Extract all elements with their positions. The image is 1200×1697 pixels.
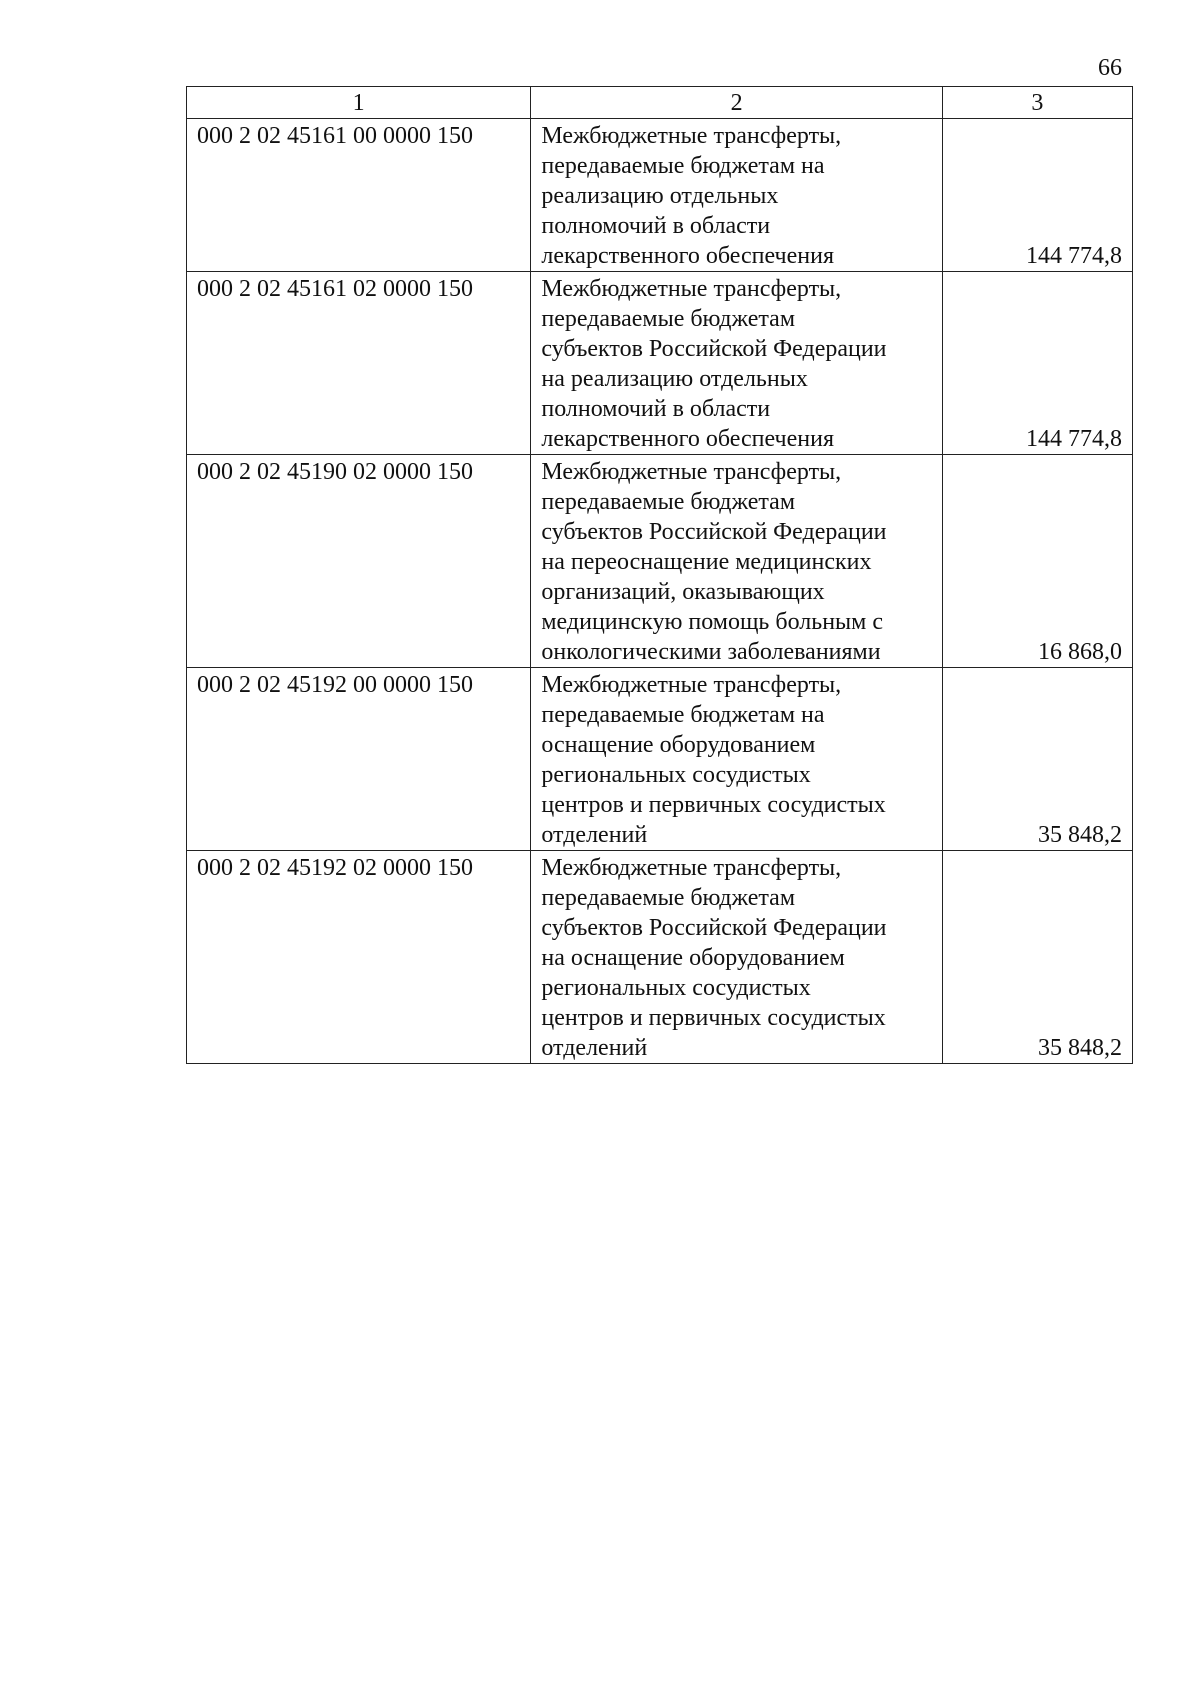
description-cell [531,668,942,851]
description-line: передаваемые бюджетам на [541,702,825,728]
description-cell [531,851,942,1064]
column-header-3: 3 [942,87,1132,119]
table-row [187,851,1133,1064]
description-line: региональных сосудистых [541,762,811,788]
description-line: лекарственного обеспечения [541,243,834,269]
description-line: субъектов Российской Федерации [541,336,887,362]
description-line: на оснащение оборудованием [541,945,845,971]
table-row [187,455,1133,668]
column-header-1: 1 [187,87,531,119]
column-header-2: 2 [531,87,942,119]
table-header-row [187,87,1133,119]
page-number: 66 [1098,55,1122,81]
description-cell [531,272,942,455]
budget-code-cell: 000 2 02 45190 02 0000 150 [187,455,531,668]
description-line: субъектов Российской Федерации [541,915,887,941]
table-row [187,668,1133,851]
description-line: Межбюджетные трансферты, [541,276,842,302]
description-line: субъектов Российской Федерации [541,519,887,545]
budget-code-cell: 000 2 02 45161 02 0000 150 [187,272,531,455]
description-line: центров и первичных сосудистых [541,1005,886,1031]
description-line: реализацию отдельных [541,183,779,209]
description-line: Межбюджетные трансферты, [541,672,842,698]
amount-cell: 144 774,8 [942,119,1132,272]
description-line: передаваемые бюджетам [541,489,796,515]
description-cell [531,455,942,668]
description-line: передаваемые бюджетам [541,885,796,911]
description-line: на переоснащение медицинских [541,549,872,575]
amount-cell: 35 848,2 [942,851,1132,1064]
description-line: оснащение оборудованием [541,732,816,758]
description-line: отделений [541,822,648,848]
description-line: на реализацию отдельных [541,366,808,392]
description-line: отделений [541,1035,648,1061]
description-line: полномочий в области [541,396,771,422]
amount-cell: 144 774,8 [942,272,1132,455]
table-row [187,119,1133,272]
table-row [187,272,1133,455]
amount-cell: 35 848,2 [942,668,1132,851]
description-line: Межбюджетные трансферты, [541,855,842,881]
budget-code-cell: 000 2 02 45192 02 0000 150 [187,851,531,1064]
description-line: медицинскую помощь больным с [541,609,883,635]
description-line: онкологическими заболеваниями [541,639,881,665]
description-line: центров и первичных сосудистых [541,792,886,818]
budget-table [186,86,1133,1064]
budget-code-cell: 000 2 02 45192 00 0000 150 [187,668,531,851]
amount-cell: 16 868,0 [942,455,1132,668]
budget-code-cell: 000 2 02 45161 00 0000 150 [187,119,531,272]
description-line: передаваемые бюджетам на [541,153,825,179]
description-line: Межбюджетные трансферты, [541,123,842,149]
description-line: Межбюджетные трансферты, [541,459,842,485]
description-line: организаций, оказывающих [541,579,825,605]
description-line: передаваемые бюджетам [541,306,796,332]
description-line: лекарственного обеспечения [541,426,834,452]
description-cell [531,119,942,272]
description-line: полномочий в области [541,213,771,239]
budget-table-body [187,87,1133,1064]
description-line: региональных сосудистых [541,975,811,1001]
